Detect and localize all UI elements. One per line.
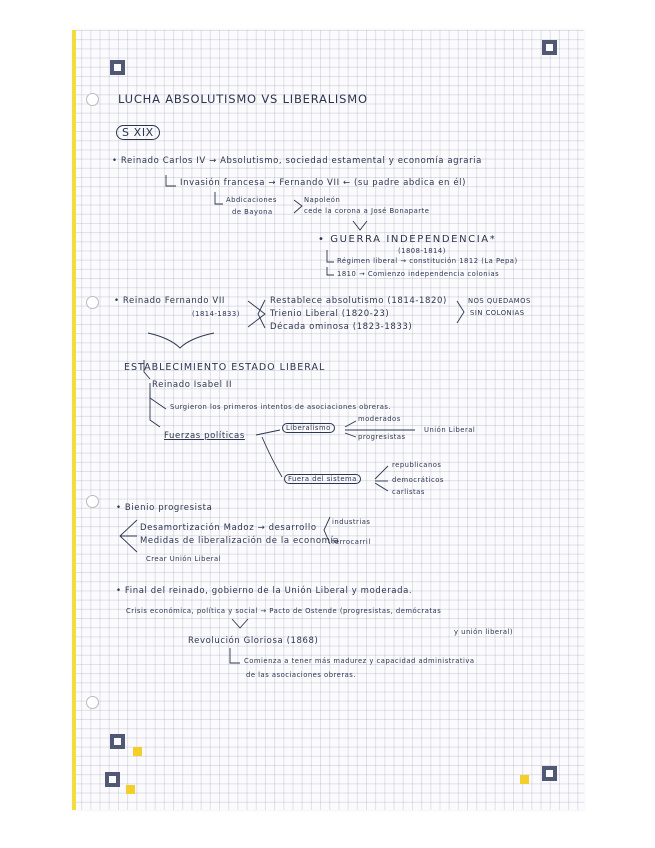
carlos-iv-line: • Reinado Carlos IV → Absolutismo, sociedad estamental y economía agraria: [112, 156, 482, 166]
fernando-dates: (1814-1833): [192, 310, 240, 318]
colonias-note-1: NOS QUEDAMOS: [468, 297, 531, 305]
crear-union-liberal-line: Crear Unión Liberal: [146, 555, 222, 563]
century-badge: S XIX: [116, 125, 160, 140]
liberalismo-oval: Liberalismo: [282, 423, 335, 433]
colonias-line: 1810 → Comienzo independencia colonias: [337, 270, 500, 278]
fernando-vii-title: • Reinado Fernando VII: [114, 296, 226, 306]
guerra-dates: (1808-1814): [398, 247, 446, 255]
ferrocarril-label: ferrocarril: [332, 538, 371, 546]
page-title: LUCHA ABSOLUTISMO VS LIBERALISMO: [118, 92, 368, 106]
comienza-madurez-line: Comienza a tener más madurez y capacidad administrativa: [244, 657, 475, 665]
cede-corona-label: cede la corona a José Bonaparte: [304, 207, 430, 215]
estado-liberal-heading: ESTABLECIMIENTO ESTADO LIBERAL: [124, 362, 326, 373]
regimen-liberal-line: Régimen liberal → constitución 1812 (La Pepa): [337, 257, 518, 265]
guerra-independencia-heading: • GUERRA INDEPENDENCIA*: [318, 234, 497, 245]
invasion-line: Invasión francesa → Fernando VII ← (su padre abdica en él): [180, 178, 467, 188]
bayona-label: de Bayona: [232, 208, 273, 216]
fernando-item-3: Década ominosa (1823-1833): [270, 322, 413, 332]
progresistas-label: progresistas: [358, 433, 406, 441]
asociaciones-obreras-line: Surgieron los primeros intentos de asociaciones obreras.: [170, 403, 392, 411]
desamortizacion-line: Desamortización Madoz → desarrollo: [140, 523, 317, 533]
fernando-item-2: Trienio Liberal (1820-23): [270, 309, 390, 319]
isabel-ii-line: Reinado Isabel II: [152, 380, 233, 390]
crisis-line: Crisis económica, política y social → Pacto de Ostende (progresistas, demócratas: [126, 607, 442, 615]
republicanos-label: republicanos: [392, 461, 442, 469]
final-reinado-title: • Final del reinado, gobierno de la Unión Liberal y moderada.: [116, 586, 413, 596]
fernando-item-1: Restablece absolutismo (1814-1820): [270, 296, 447, 306]
fuera-sistema-oval: Fuera del sistema: [284, 474, 361, 484]
moderados-label: moderados: [358, 415, 401, 423]
bienio-title: • Bienio progresista: [116, 503, 213, 513]
crisis-line-2: y unión liberal): [454, 628, 514, 636]
industrias-label: industrias: [332, 518, 371, 526]
colonias-note-2: SIN COLONIAS: [470, 309, 525, 317]
revolucion-gloriosa: Revolución Gloriosa (1868): [188, 636, 319, 646]
fuerzas-politicas-label: Fuerzas políticas: [164, 431, 245, 441]
union-liberal-label: Unión Liberal: [424, 426, 476, 434]
democraticos-label: democráticos: [392, 476, 444, 484]
medidas-line: Medidas de liberalización de la economía: [140, 536, 340, 546]
napoleon-label: Napoleón: [304, 196, 341, 204]
asociaciones-obreras-final: de las asociaciones obreras.: [246, 671, 357, 679]
abdicaciones-label: Abdicaciones: [226, 196, 277, 204]
carlistas-label: carlistas: [392, 488, 425, 496]
